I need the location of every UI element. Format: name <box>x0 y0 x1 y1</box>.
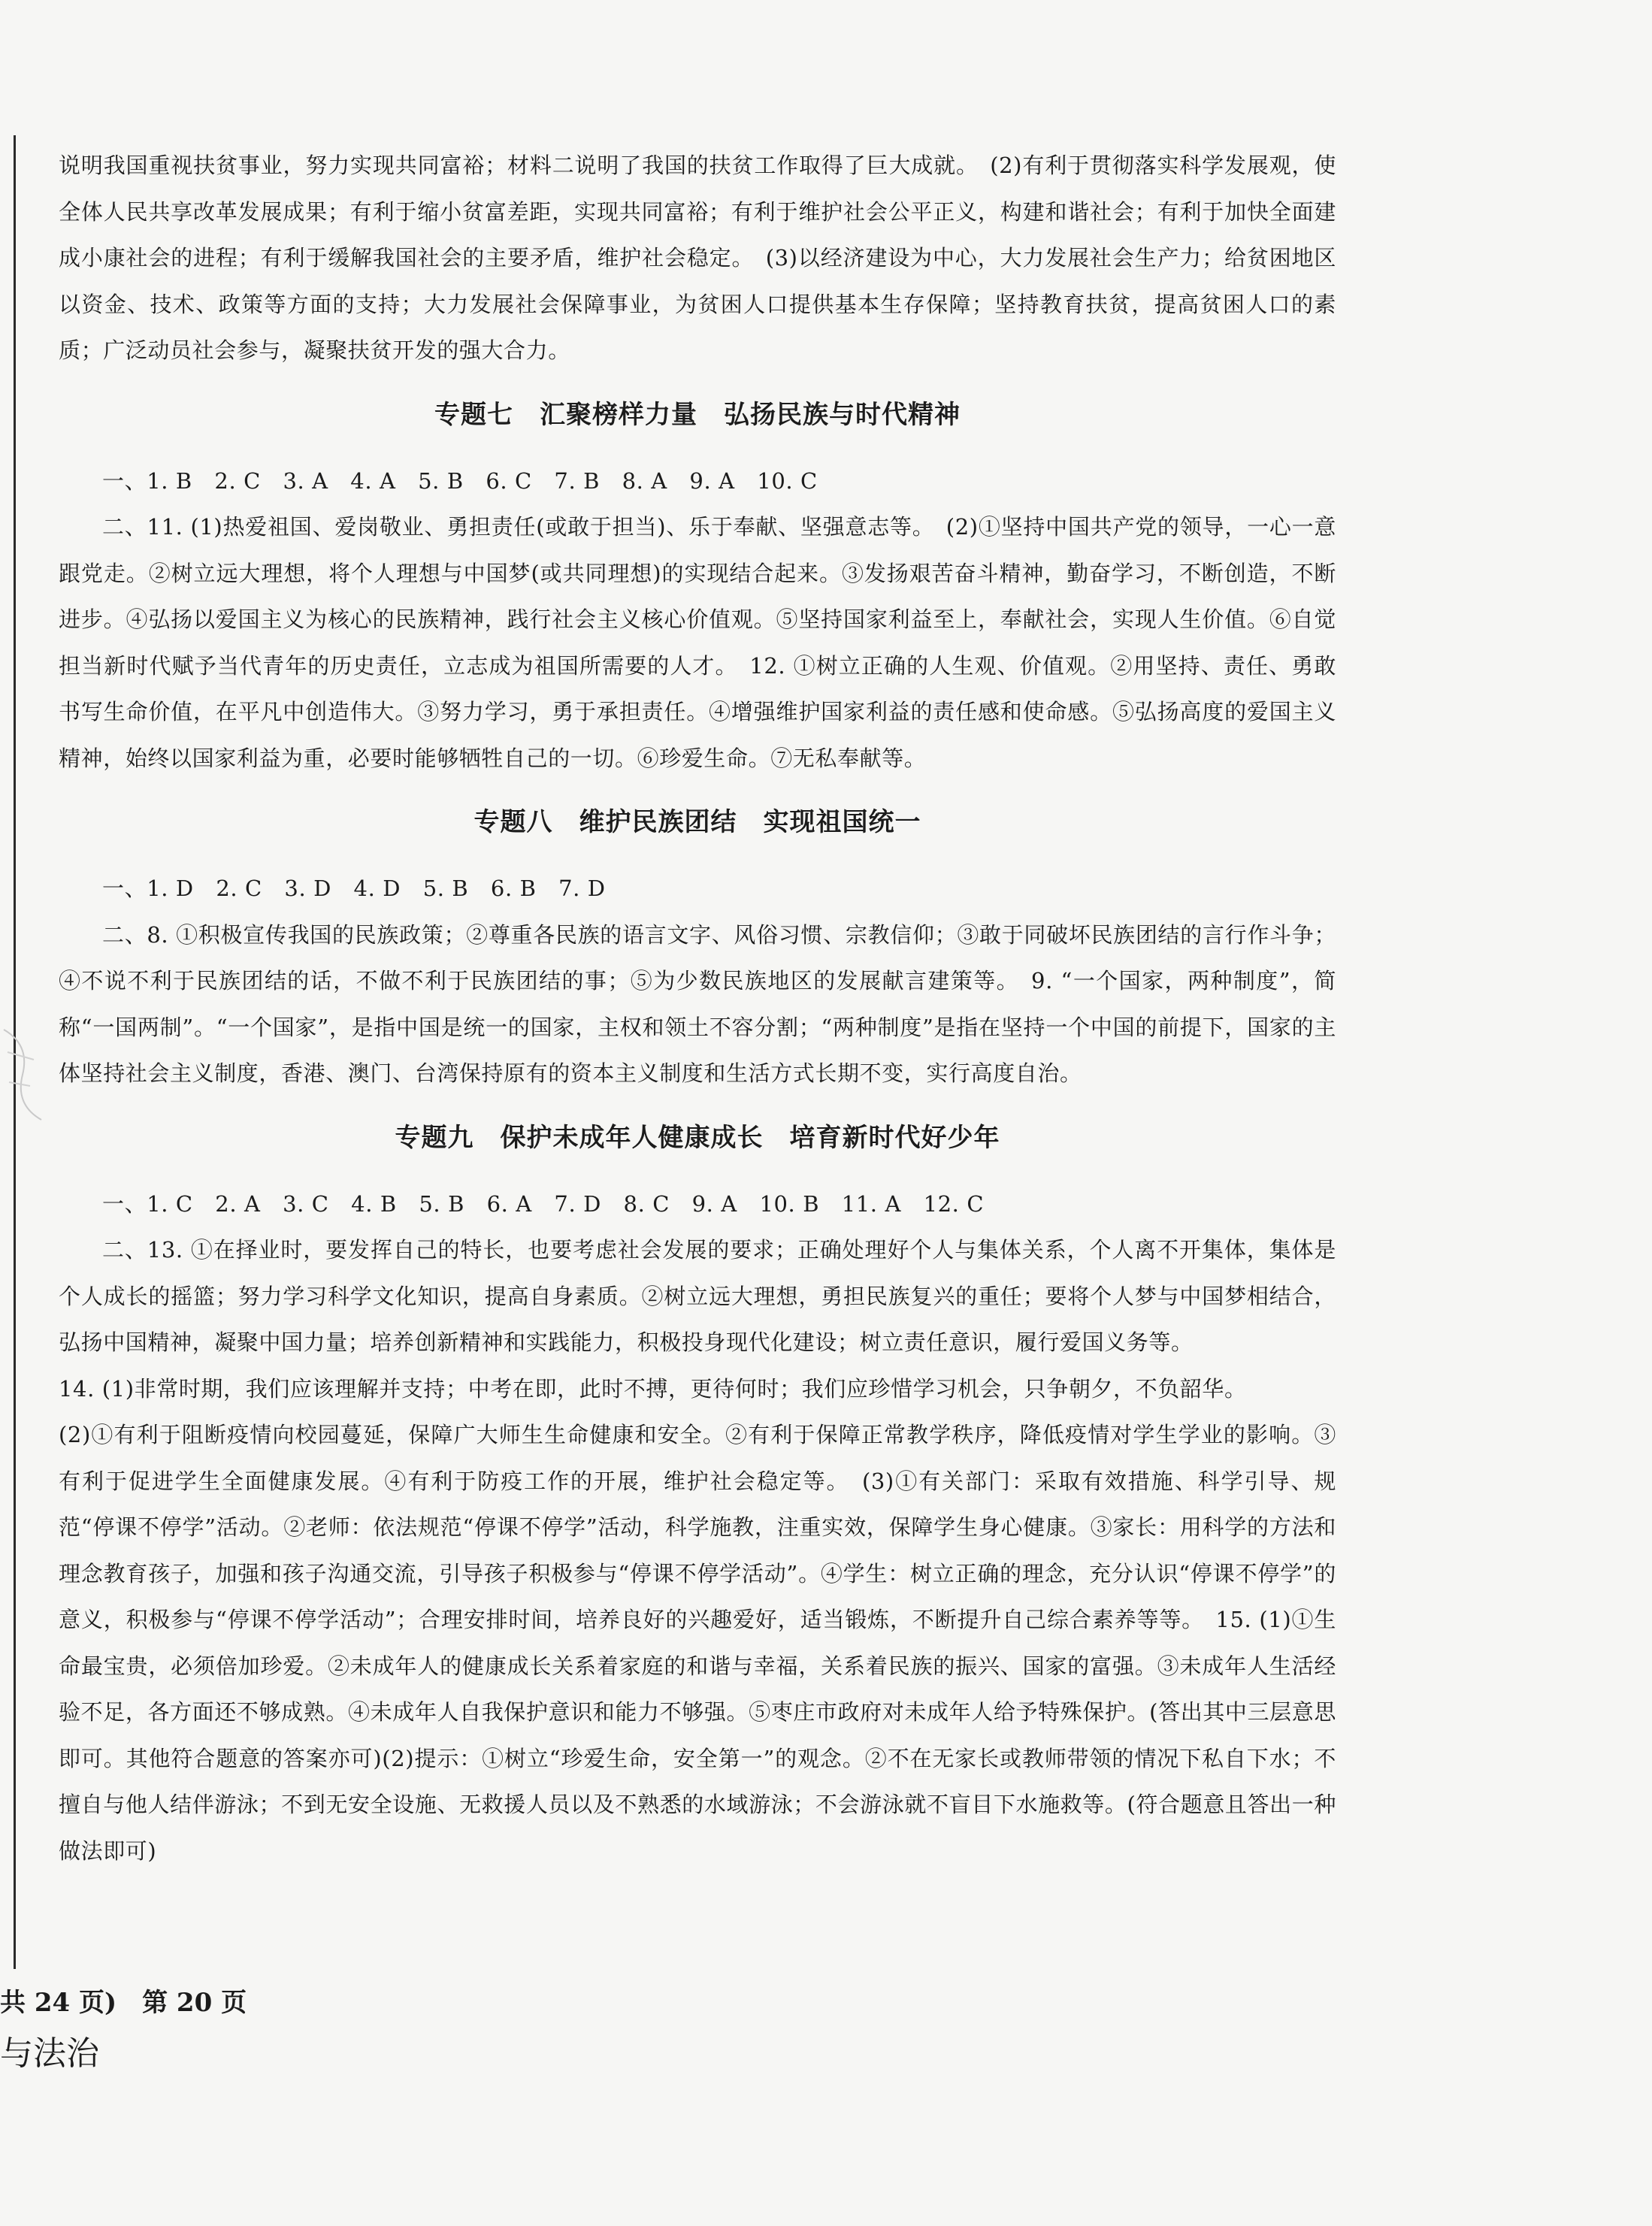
answer-content <box>59 143 1336 1874</box>
answer-paragraph: 说明我国重视扶贫事业，努力实现共同富裕；材料二说明了我国的扶贫工作取得了巨大成就。 (2)有利于贯彻落实科学发展观，使全体人民共享改革发展成果；有利于缩小贫富差距，实现共同富裕；有利于维护社会公平正义，构建和谐社会；有利于加快全面建成小康社会的进程；有利于缓解我国社会的主要矛盾，维护社会稳定。 (3)以经济建设为中心，大力发展社会生产力；给贫困地区以资金、技术、政策等方面的支持；大力发展社会保障事业，为贫困人口提供基本生存保障；坚持教育扶贫，提高贫困人口的素质；广泛动员社会参与，凝聚扶贫开发的强大合力。 <box>59 153 1336 363</box>
subject-label: 与法治 <box>0 2034 99 2073</box>
answer-choices: 一、1. B 2. C 3. A 4. A 5. B 6. C 7. B 8. A 9. A 10. C <box>102 467 818 494</box>
answer-paragraph: (2)①有利于阻断疫情向校园蔓延，保障广大师生生命健康和安全。②有利于保障正常教学秩序，降低疫情对学生学业的影响。③有利于促进学生全面健康发展。④有利于防疫工作的开展，维护社会稳定等。 (3)①有关部门：采取有效措施、科学引导、规范“停课不停学”活动。②老师：依法规范“停课不停学”活动，科学施教，注重实效，保障学生身心健康。③家长：用科学的方法和理念教育孩子，加强和孩子沟通交流，引导孩子积极参与“停课不停学活动”。④学生：树立正确的理念，充分认识“停课不停学”的意义，积极参与“停课不停学活动”；合理安排时间，培养良好的兴趣爱好，适当锻炼，不断提升自己综合素养等等。 15. (1)①生命最宝贵，必须倍加珍爱。②未成年人的健康成长关系着家庭的和谐与幸福，关系着民族的振兴、国家的富强。③未成年人生活经验不足，各方面还不够成熟。④未成年人自我保护意识和能力不够强。⑤枣庄市政府对未成年人给予特殊保护。(答出其中三层意思即可。其他符合题意的答案亦可)(2)提示：①树立“珍爱生命，安全第一”的观念。②不在无家长或教师带领的情况下私自下水；不擅自与他人结伴游泳；不到无安全设施、无救援人员以及不熟悉的水域游泳；不会游泳就不盲目下水施救等。(符合题意且答出一种做法即可) <box>59 1422 1336 1864</box>
answer-choices: 一、1. D 2. C 3. D 4. D 5. B 6. B 7. D <box>102 876 606 901</box>
page-footer <box>0 1984 451 2080</box>
answer-paragraph: 二、8. ①积极宣传我国的民族政策；②尊重各民族的语言文字、风俗习惯、宗教信仰；③敢于同破坏民族团结的言行作斗争；④不说不利于民族团结的话，不做不利于民族团结的事；⑤为少数民族地区的发展献言建策等。 9. “一个国家，两种制度”，简称“一国两制”。“一个国家”，是指中国是统一的国家，主权和领土不容分割；“两种制度”是指在坚持一个中国的前提下，国家的主体坚持社会主义制度，香港、澳门、台湾保持原有的资本主义制度和生活方式长期不变，实行高度自治。 <box>59 921 1336 1086</box>
answer-paragraph: 二、11. (1)热爱祖国、爱岗敬业、勇担责任(或敢于担当)、乐于奉献、坚强意志等。 (2)①坚持中国共产党的领导，一心一意跟党走。②树立远大理想，将个人理想与中国梦(或共同理想)的实现结合起来。③发扬艰苦奋斗精神，勤奋学习，不断创造，不断进步。④弘扬以爱国主义为核心的民族精神，践行社会主义核心价值观。⑤坚持国家利益至上，奉献社会，实现人生价值。⑥自觉担当新时代赋予当代青年的历史责任，立志成为祖国所需要的人才。 12. ①树立正确的人生观、价值观。②用坚持、责任、勇敢书写生命价值，在平凡中创造伟大。③努力学习，勇于承担责任。④增强维护国家利益的责任感和使命感。⑤弘扬高度的爱国主义精神，始终以国家利益为重，必要时能够牺牲自己的一切。⑥珍爱生命。⑦无私奉献等。 <box>59 514 1336 771</box>
answer-paragraph: 14. (1)非常时期，我们应该理解并支持；中考在即，此时不搏，更待何时；我们应珍惜学习机会，只争朝夕，不负韶华。 <box>59 1375 1247 1402</box>
section-title: 专题八 维护民族团结 实现祖国统一 <box>474 807 921 837</box>
section-title: 专题九 保护未成年人健康成长 培育新时代好少年 <box>395 1122 1000 1153</box>
section-title: 专题七 汇聚榜样力量 弘扬民族与时代精神 <box>434 399 961 430</box>
answer-choices: 一、1. C 2. A 3. C 4. B 5. B 6. A 7. D 8. C 9. A 10. B 11. A 12. C <box>102 1190 985 1217</box>
page-number: 共 24 页) 第 20 页 <box>0 1988 247 2018</box>
answer-paragraph: 二、13. ①在择业时，要发挥自己的特长，也要考虑社会发展的要求；正确处理好个人与集体关系，个人离不开集体，集体是个人成长的摇篮；努力学习科学文化知识，提高自身素质。②树立远大理想，勇担民族复兴的重任；要将个人梦与中国梦相结合，弘扬中国精神，凝聚中国力量；培养创新精神和实践能力，积极投身现代化建设；树立责任意识，履行爱国义务等。 <box>59 1237 1336 1355</box>
faint-stamp-mark <box>0 1015 53 1135</box>
